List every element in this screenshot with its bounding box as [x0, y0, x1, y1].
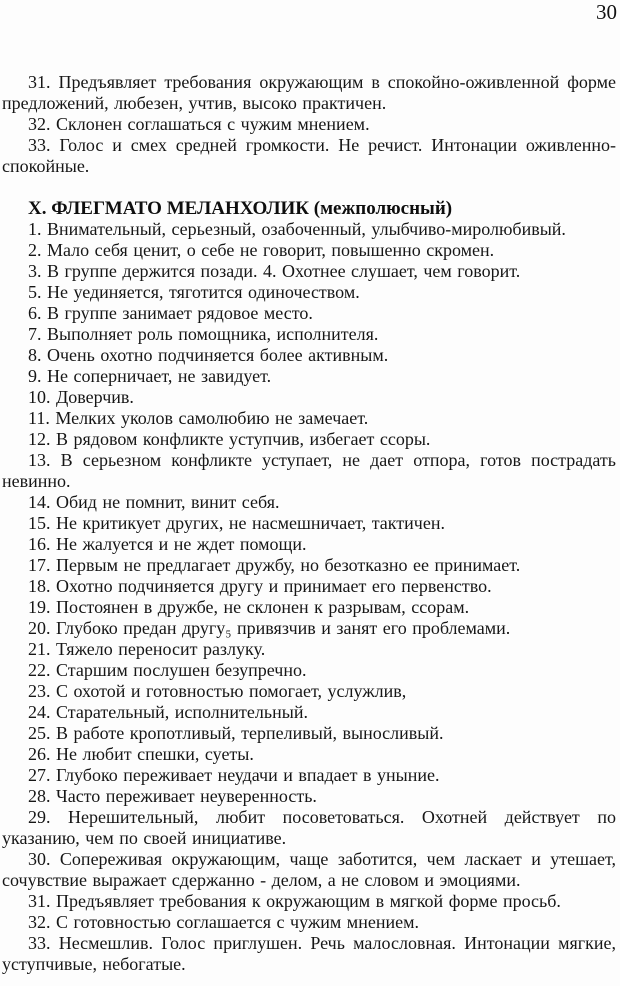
list-item: 1. Внимательный, серьезный, озабоченный, улыбчиво-миролюбивый.: [28, 219, 566, 239]
list-item: 14. Обид не помнит, винит себя.: [28, 492, 280, 512]
list-item: 5. Не уединяется, тяготится одиночеством.: [28, 282, 360, 302]
list-item: 7. Выполняет роль помощника, исполнителя.: [28, 324, 379, 344]
list-item: 22. Старшим послушен безупречно.: [28, 660, 307, 680]
paragraph-prev-33: 33. Голос и смех средней громкости. Не речист. Интонации оживленно-спокойные.: [2, 135, 616, 176]
list-item: 19. Постоянен в дружбе, не склонен к разрывам, ссорам.: [28, 597, 470, 617]
list-item: 31. Предъявляет требования к окружающим в мягкой форме просьб.: [28, 891, 561, 911]
list-item: 17. Первым не предлагает дружбу, но безотказно ее принимает.: [28, 555, 521, 575]
paragraph-prev-32: 32. Склонен соглашаться с чужим мнением.: [28, 114, 370, 134]
list-item: 24. Старательный, исполнительный.: [28, 702, 308, 722]
list-item: 29. Нерешительный, любит посоветоваться. Охотней действует по указанию, чем по своей инициативе.: [2, 807, 616, 848]
page-number: 30: [596, 0, 617, 24]
list-item: 27. Глубоко переживает неудачи и впадает в уныние.: [28, 765, 440, 785]
list-item: 28. Часто переживает неуверенность.: [28, 786, 317, 806]
list-item: 32. С готовностью соглашается с чужим мнением.: [28, 912, 419, 932]
list-item: 16. Не жалуется и не ждет помощи.: [28, 534, 307, 554]
list-item: 23. С охотой и готовностью помогает, услужлив,: [28, 681, 407, 701]
list-item: 20. Глубоко предан другу₅ привязчив и занят его проблемами.: [28, 618, 511, 638]
list-item: 15. Не критикует других, не насмешничает, тактичен.: [28, 513, 445, 533]
list-item: 10. Доверчив.: [28, 387, 134, 407]
list-item: 25. В работе кропотливый, терпеливый, выносливый.: [28, 723, 444, 743]
list-item: 18. Охотно подчиняется другу и принимает его первенство.: [28, 576, 492, 596]
list-item: 3. В группе держится позади. 4. Охотнее слушает, чем говорит.: [28, 261, 521, 281]
list-item: 13. В серьезном конфликте уступает, не дает отпора, готов пострадать невинно.: [2, 450, 616, 491]
list-item: 33. Несмешлив. Голос приглушен. Речь малословная. Интонации мягкие, уступчивые, небогатые.: [2, 933, 616, 974]
section-heading: Х. ФЛЕГМАТО МЕЛАНХОЛИК (межполюсный): [28, 198, 453, 219]
list-item: 9. Не соперничает, не завидует.: [28, 366, 272, 386]
list-item: 21. Тяжело переносит разлуку.: [28, 639, 266, 659]
list-item: 26. Не любит спешки, суеты.: [28, 744, 254, 764]
list-item: 12. В рядовом конфликте уступчив, избегает ссоры.: [28, 429, 431, 449]
list-item: 2. Мало себя ценит, о себе не говорит, повышенно скромен.: [28, 240, 495, 260]
list-item: 11. Мелких уколов самолюбию не замечает.: [28, 408, 369, 428]
list-item: 30. Сопереживая окружающим, чаще заботится, чем ласкает и утешает, сочувствие выражает сдержанно - делом, а не словом и эмоциями.: [2, 849, 616, 890]
list-item: 8. Очень охотно подчиняется более активным.: [28, 345, 389, 365]
paragraph-prev-31: 31. Предъявляет требования окружающим в спокойно-оживленной форме предложений, любезен, учтив, высоко практичен.: [2, 72, 616, 113]
list-item: 6. В группе занимает рядовое место.: [28, 303, 313, 323]
